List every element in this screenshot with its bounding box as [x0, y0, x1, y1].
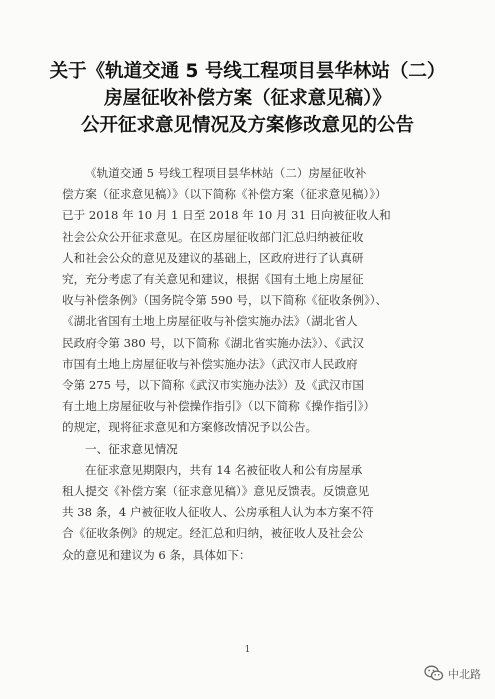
body-line: 的规定，现将征求意见和方案修改情况予以公告。: [62, 420, 318, 435]
watermark-text: 中北路: [448, 667, 481, 681]
title-line-1: 关于《轨道交通 5 号线工程项目昙华林站（二）: [49, 61, 446, 82]
title-line-3: 公开征求意见情况及方案修改意见的公告: [80, 115, 414, 136]
body-line: 《轨道交通 5 号线工程项目昙华林站（二）房屋征收补: [85, 166, 367, 180]
body-line: 收与补偿条例》（国务院令第 590 号，以下简称《征收条例》）、: [62, 293, 388, 308]
body-line: 民政府令第 380 号，以下简称《湖北省实施办法》）、《武汉: [62, 335, 364, 350]
document-title: [30, 58, 465, 139]
body-line: 偿方案（征求意见稿）》（以下简称《补偿方案（征求意见稿）》）: [62, 187, 387, 202]
body-line: 《湖北省国有土地上房屋征收与补偿实施办法》（湖北省人: [62, 314, 358, 329]
body-line: 共 38 条，4 户被征收人征收人、公房承租人认为本方案不符: [62, 505, 374, 520]
title-line-2: 房屋征收补偿方案（征求意见稿）》: [104, 88, 391, 109]
body-line: 有土地上房屋征收与补偿操作指引》（以下简称《操作指引》）: [62, 399, 376, 414]
body-line: 在征求意见期限内，共有 14 名被征收人和公有房屋承: [85, 462, 363, 477]
body-line: 究，充分考虑了有关意见和建议，根据《国有土地上房屋征: [62, 272, 364, 287]
page-number: 1: [244, 645, 251, 655]
body-line: 租人提交《补偿方案（征求意见稿）》意见反馈表。反馈意见: [62, 484, 370, 499]
body-line: 人和社会公众的意见及建议的基础上，区政府进行了认真研: [62, 250, 364, 265]
body-line: 令第 275 号，以下简称《武汉市实施办法》）及《武汉市国: [62, 378, 364, 393]
watermark: [424, 665, 481, 682]
body-line: 已于 2018 年 10 月 1 日至 2018 年 10 月 31 日向被征收人和: [62, 208, 391, 223]
body-line: 市国有土地上房屋征收与补偿实施办法》（武汉市人民政府: [62, 356, 358, 371]
wechat-icon: [424, 665, 444, 682]
body-line: 合《征收条例》的规定。经汇总和归纳，被征收人及社会公: [62, 526, 364, 541]
body-line: 社会公众公开征求意见。在区房屋征收部门汇总归纳被征收: [62, 229, 364, 244]
document-body: [62, 163, 442, 566]
section-heading: 一、征求意见情况: [85, 441, 178, 456]
body-line: 众的意见和建议为 6 条，具体如下：: [62, 547, 251, 562]
